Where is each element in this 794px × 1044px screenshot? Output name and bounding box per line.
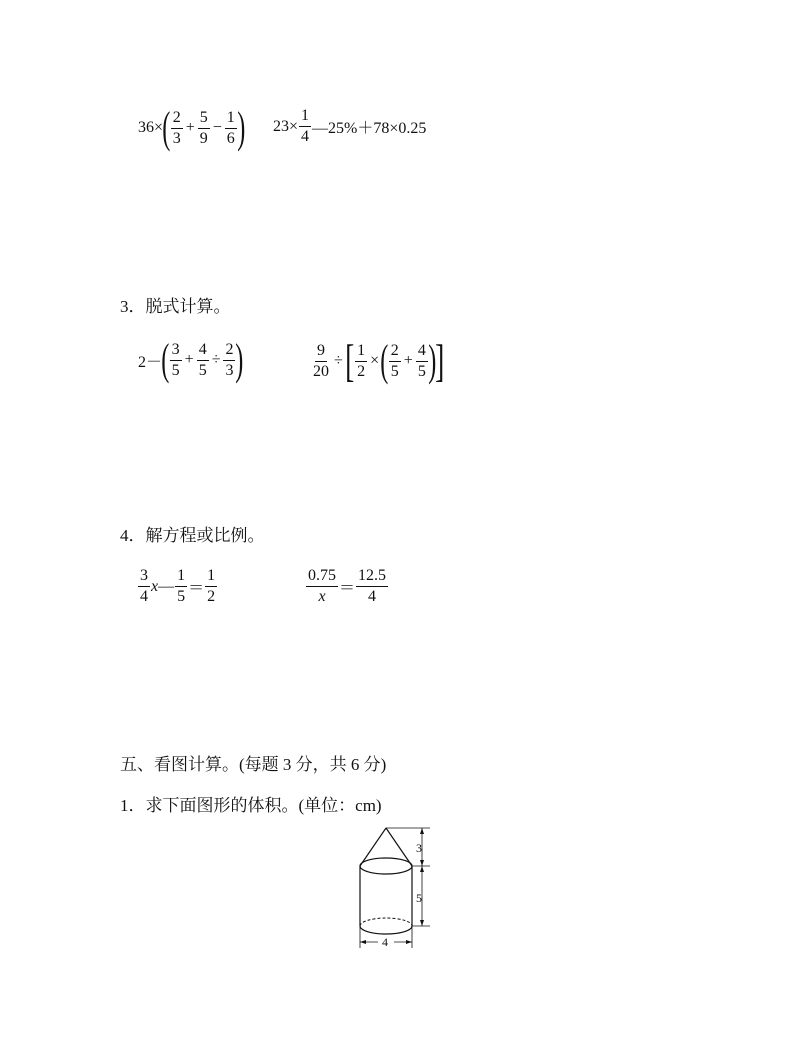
cone-cylinder-figure [350,822,440,954]
fraction: $\frac{12.5}{4}$ [358,567,387,605]
right-paren: ) [428,336,437,385]
fraction: $\frac{1}{2}$ [357,341,366,380]
minus-sign: — [158,577,175,595]
left-paren: ( [162,103,171,152]
label-cylinder-height: 5 [416,891,422,905]
fraction: $\frac{2}{3}$ [225,340,234,379]
equals-sign: ＝ [188,580,205,597]
expression-q3-a: 2－ ( $\frac{3}{5}$ + $\frac{4}{5}$ ÷ $\frac{2}{3}$ ) [138,335,244,384]
fraction: $\frac{1}{5}$ [177,567,186,605]
section-5-question-1: 1．求下面图形的体积。(单位：cm) [120,796,382,815]
right-paren: ) [237,103,246,152]
right-paren: ) [235,335,244,384]
expr-lead: 23× [273,117,299,135]
cone-side-right [386,828,412,866]
left-paren: ( [380,336,389,385]
top-ellipse [360,858,412,874]
arrow-right [406,940,412,944]
fraction: $\frac{1}{6}$ [226,108,235,147]
expr-tail: —25%＋78×0.25 [312,120,427,137]
right-bracket: ] [435,335,445,386]
bottom-ellipse-front [360,926,412,934]
expression-b-row1 [273,106,426,147]
fraction: $\frac{5}{9}$ [199,108,208,147]
fraction: $\frac{4}{5}$ [417,341,426,380]
expr-lead: 2－ [138,353,163,371]
fraction: $\frac{9}{20}$ [313,341,329,380]
equation-q4-a [137,566,218,607]
arrow-up [420,866,424,872]
fraction: $\frac{2}{5}$ [390,341,399,380]
fraction: $\frac{1}{2}$ [207,567,216,605]
bottom-ellipse-back [360,918,412,926]
equals-sign: ＝ [339,580,356,597]
fraction: $\frac{3}{5}$ [171,340,180,379]
fraction: $\frac{4}{5}$ [198,340,207,379]
cone-side-left [360,828,386,866]
label-cone-height: 3 [416,841,422,855]
fraction: $\frac{1}{4}$ [301,107,310,145]
arrow-left [360,940,366,944]
left-paren: ( [161,335,170,384]
question-4-heading: 4．解方程或比例。 [120,526,265,545]
question-3-heading: 3．脱式计算。 [120,297,231,316]
variable-x: x [151,577,159,595]
label-diameter: 4 [382,935,388,949]
equation-q4-b [305,566,389,607]
section-5-heading: 五、看图计算。(每题 3 分，共 6 分) [120,755,387,774]
fraction: $\frac{2}{3}$ [172,108,181,147]
expr-lead: 36× [138,119,164,136]
fraction: $\frac{3}{4}$ [140,567,148,605]
arrow-down [420,860,424,866]
arrow-down [420,920,424,926]
expression-q3-b: $\frac{9}{20}$ ÷ [ $\frac{1}{2}$ × ( $\frac{2}{5}$ + $\frac{4}{5}$ ) ] [313,335,445,386]
fraction: $\frac{0.75}{x}$ [308,567,336,605]
left-bracket: [ [344,335,355,386]
arrow-up [420,828,424,834]
expression-a-row1: 36× ( $\frac{2}{3}$ + $\frac{5}{9}$ − $\frac{1}{6}$ ) [138,103,246,152]
